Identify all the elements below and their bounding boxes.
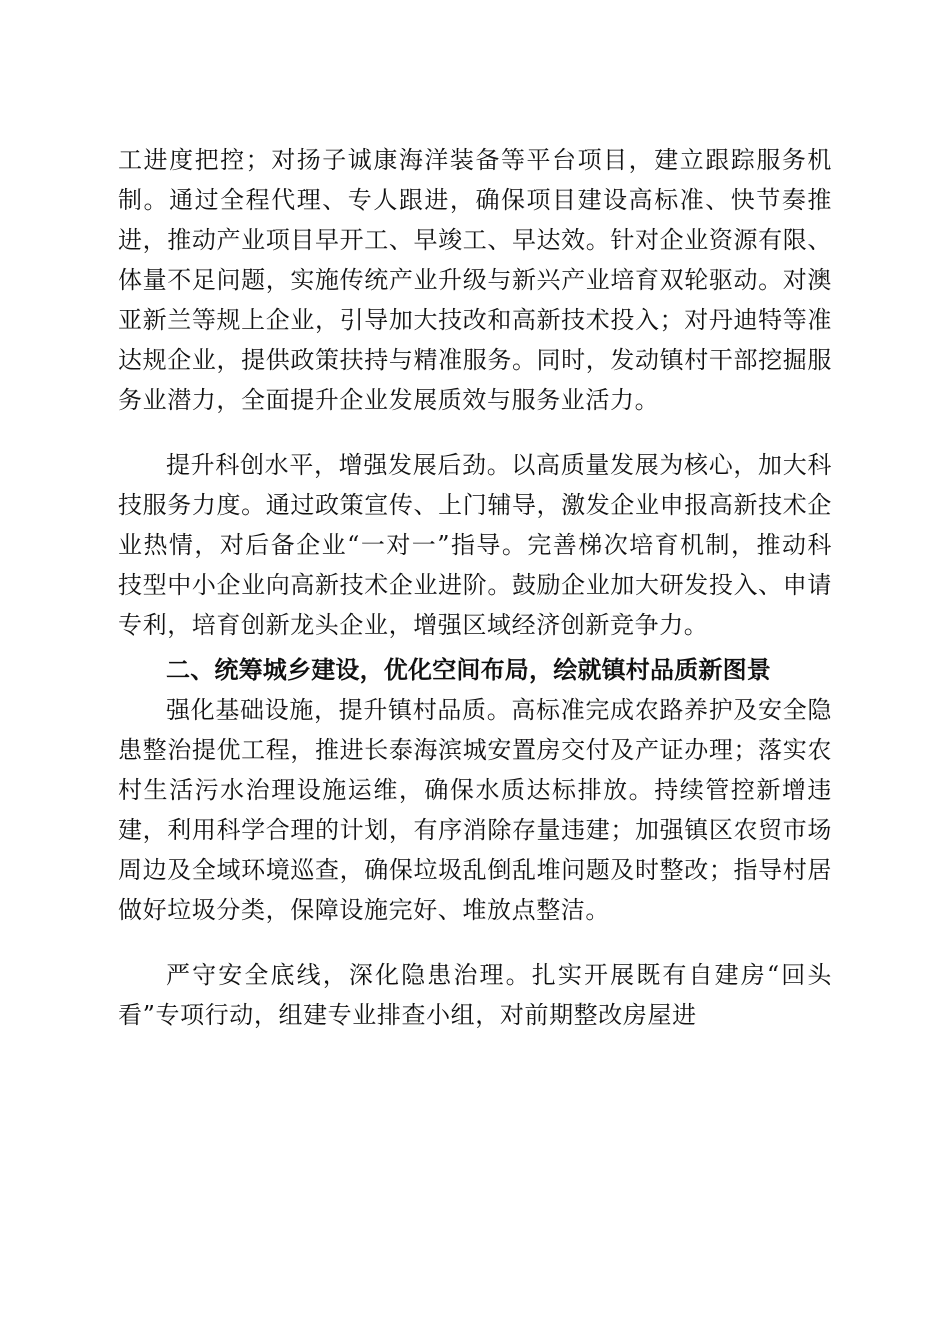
paragraph-safety: 严守安全底线，深化隐患治理。扎实开展既有自建房“回头看”专项行动，组建专业排查小组，对前期整改房屋进	[118, 961, 832, 1029]
section-heading: 二、统筹城乡建设，优化空间布局，绘就镇村品质新图景	[166, 656, 771, 684]
paragraph-infrastructure: 强化基础设施，提升镇村品质。高标准完成农路养护及安全隐患整治提优工程，推进长泰海滨城安置房交付及产证办理；落实农村生活污水治理设施运维，确保水质达标排放。持续管控新增违建，利用科学合理的计划，有序消除存量违建；加强镇区农贸市场周边及全域环境巡查，确保垃圾乱倒乱堆问题及时整改；指导村居做好垃圾分类，保障设施完好、堆放点整洁。	[118, 696, 832, 924]
paragraph-continuation: 工进度把控；对扬子诚康海洋装备等平台项目，建立跟踪服务机制。通过全程代理、专人跟进，确保项目建设高标准、快节奏推进，推动产业项目早开工、早竣工、早达效。针对企业资源有限、体量不足问题，实施传统产业升级与新兴产业培育双轮驱动。对澳亚新兰等规上企业，引导加大技改和高新技术投入；对丹迪特等准达规企业，提供政策扶持与精准服务。同时，发动镇村干部挖掘服务业潜力，全面提升企业发展质效与服务业活力。	[118, 146, 832, 414]
paragraph-tech-innovation: 提升科创水平，增强发展后劲。以高质量发展为核心，加大科技服务力度。通过政策宣传、上门辅导，激发企业申报高新技术企业热情，对后备企业“一对一”指导。完善梯次培育机制，推动科技型中小企业向高新技术企业进阶。鼓励企业加大研发投入、申请专利，培育创新龙头企业，增强区域经济创新竞争力。	[118, 451, 832, 639]
document-body	[118, 140, 832, 1035]
